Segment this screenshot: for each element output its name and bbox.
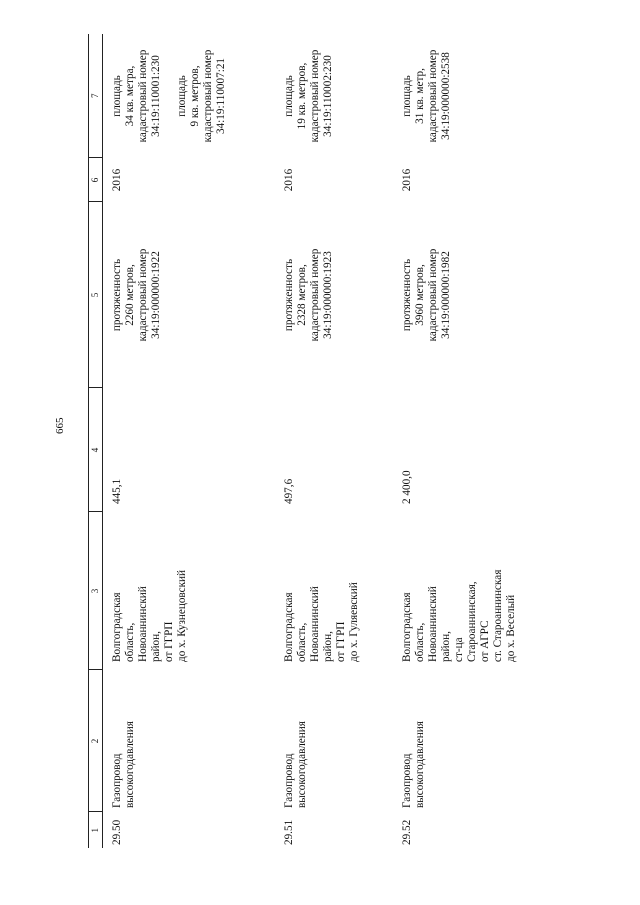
object-name-line: Газопровод высокого	[111, 753, 136, 808]
length-cell	[275, 202, 393, 388]
area-block	[111, 34, 163, 158]
location-cell	[275, 512, 393, 670]
location-line: Староаннинская,	[465, 581, 478, 662]
object-name-cell	[393, 670, 551, 812]
location-line: Волгоградская	[111, 592, 123, 662]
area-line: площадь	[176, 75, 188, 117]
column-number: 1	[90, 828, 100, 833]
table-row	[103, 34, 275, 848]
row-number-cell: 29.50	[111, 819, 123, 845]
length-line: протяженность	[111, 258, 123, 332]
column-number: 4	[89, 388, 103, 512]
table-row	[275, 34, 393, 848]
location-cell	[393, 512, 551, 670]
area-cell	[103, 34, 275, 158]
location-line: Новоаннинский	[308, 586, 321, 662]
object-name-line: Газопровод высокого	[282, 753, 308, 808]
length-cell	[393, 202, 551, 388]
value-cell: 445,1	[111, 478, 123, 504]
value-cell: 497,6	[282, 478, 295, 504]
row-number-cell: 29.51	[282, 819, 295, 845]
registry-table-container	[88, 34, 612, 848]
block-spacer	[163, 34, 176, 158]
location-line: область,	[295, 622, 308, 662]
area-line: кадастровый номер	[426, 49, 439, 143]
area-line: 34:19:000000:2538	[439, 52, 452, 140]
object-name-line: давления	[413, 721, 426, 765]
length-cell	[103, 202, 275, 388]
area-line: площадь	[400, 75, 413, 117]
length-line: 2328 метров,	[295, 264, 308, 326]
length-line: 34:19:000000:1982	[439, 251, 452, 339]
length-line: протяженность	[282, 258, 295, 332]
location-line: от АГРС	[478, 620, 491, 662]
length-line: 3960 метров,	[413, 264, 426, 326]
location-line: район,	[321, 631, 334, 662]
length-line: 34:19:000000:1922	[150, 251, 162, 339]
column-number: 6	[89, 158, 103, 202]
year-cell: 2016	[400, 168, 413, 192]
area-line: 34:19:110001:230	[150, 55, 162, 137]
location-line: Новоаннинский	[137, 586, 149, 662]
area-line: кадастровый номер	[137, 49, 149, 143]
area-line: 34:19:110007:21	[215, 57, 227, 135]
area-line: 34:19:110002:230	[321, 55, 334, 137]
column-number: 7	[89, 34, 103, 158]
value-cell: 2 400,0	[400, 470, 413, 504]
area-cell	[275, 34, 393, 158]
area-line: 34 кв. метра,	[124, 65, 136, 127]
location-line: район,	[150, 631, 162, 662]
location-line: до х. Гуляевский	[347, 582, 360, 662]
location-line: ст. Староаннинская	[491, 569, 504, 662]
area-line: 9 кв. метров,	[189, 65, 201, 127]
area-line: 19 кв. метров,	[295, 62, 308, 130]
location-line: до х. Веселый	[504, 594, 517, 662]
year-cell: 2016	[111, 168, 123, 192]
column-number: 5	[89, 202, 103, 388]
length-line: 2260 метров,	[124, 264, 136, 326]
location-line: область,	[124, 622, 136, 662]
location-line: район,	[439, 631, 452, 662]
area-line: кадастровый номер	[202, 49, 214, 143]
length-line: кадастровый номер	[308, 248, 321, 342]
object-name-line: давления	[295, 721, 308, 765]
object-name-cell	[275, 670, 393, 812]
location-line: до х. Кузнецовский	[176, 569, 188, 662]
area-cell	[393, 34, 551, 158]
length-line: кадастровый номер	[426, 248, 439, 342]
location-line: Волгоградская	[400, 592, 413, 662]
column-number: 2	[89, 670, 103, 812]
location-line: Волгоградская	[282, 592, 295, 662]
location-line: Новоаннинский	[426, 586, 439, 662]
area-block	[401, 34, 453, 158]
length-line: кадастровый номер	[137, 248, 149, 342]
location-line: от ГГРП	[163, 621, 175, 662]
area-line: 31 кв. метр,	[413, 68, 426, 124]
length-line: протяженность	[400, 258, 413, 332]
location-line: ст-ца	[452, 637, 465, 662]
location-line: от ГГРП	[334, 621, 347, 662]
object-name-cell	[103, 670, 275, 812]
length-line: 34:19:000000:1923	[321, 251, 334, 339]
location-line: область,	[413, 622, 426, 662]
area-line: кадастровый номер	[308, 49, 321, 143]
area-block	[283, 34, 335, 158]
area-block	[176, 34, 228, 158]
table-body	[103, 34, 551, 848]
object-name-line: давления	[124, 721, 136, 765]
row-number-cell: 29.52	[400, 819, 413, 845]
object-name-line: Газопровод высокого	[400, 753, 426, 808]
column-number-header-row	[89, 34, 103, 848]
location-cell	[103, 512, 275, 670]
registry-table	[88, 34, 551, 848]
area-line: площадь	[282, 75, 295, 117]
column-number: 3	[89, 512, 103, 670]
page-number: 665	[54, 417, 66, 434]
year-cell: 2016	[282, 168, 295, 192]
table-row	[393, 34, 551, 848]
area-line: площадь	[111, 75, 123, 117]
